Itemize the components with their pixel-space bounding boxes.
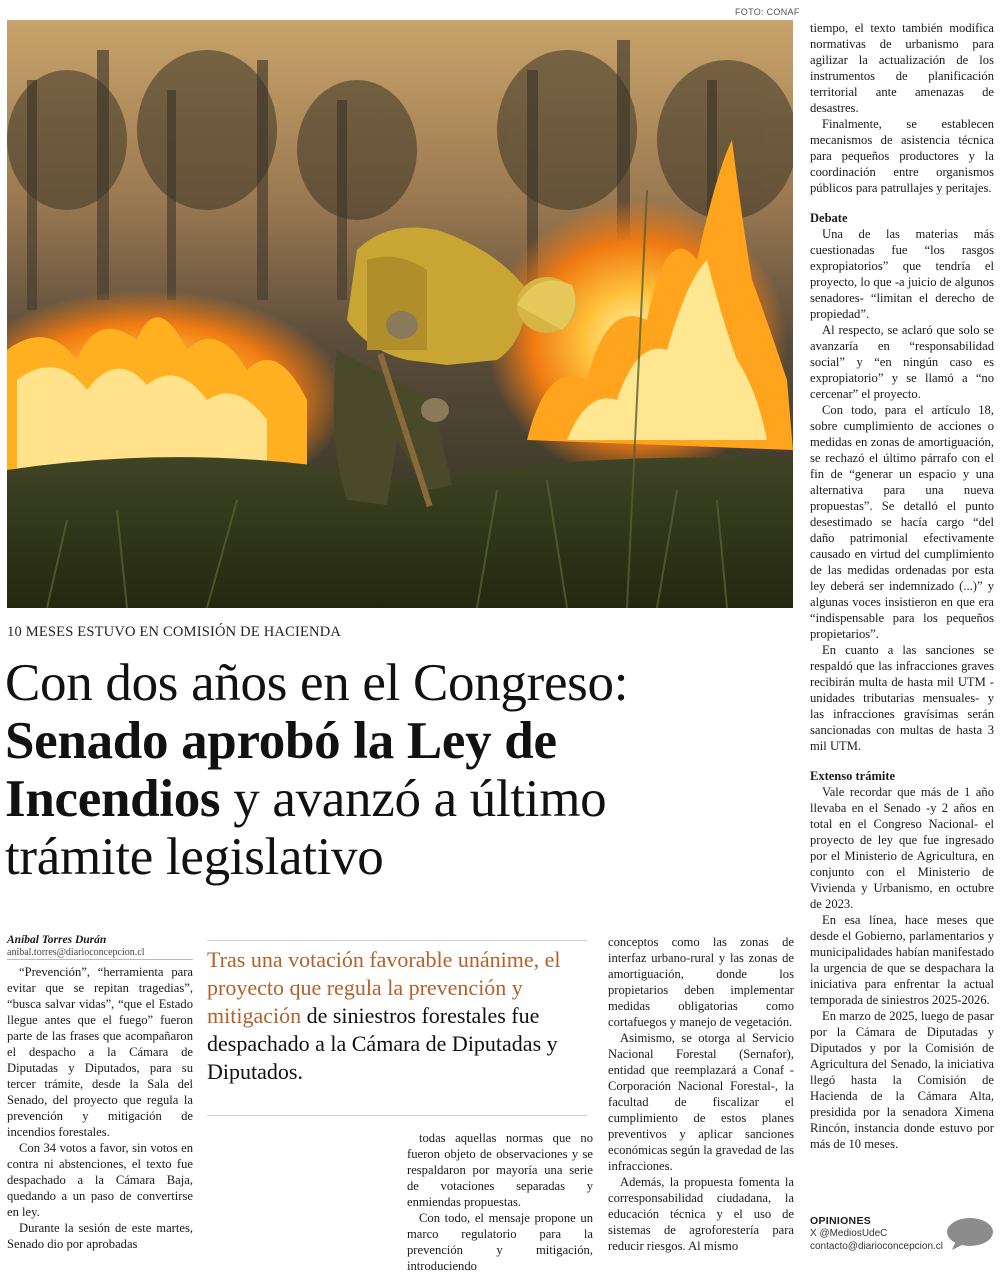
paragraph: Al respecto, se aclaró que solo se avanzaría en “responsabilidad social” y “en ningún caso es expropiatorio” y se llamó a “no cercenar” el proyecto. <box>810 323 994 401</box>
paragraph: Finalmente, se establecen mecanismos de asistencia técnica para pequeños productores y la coordinación entre organismos públicos para patrullajes y peritajes. <box>810 117 994 195</box>
paragraph: todas aquellas normas que no fueron objeto de observaciones y se respaldaron por mayoría una serie de votaciones separadas y enmiendas propuestas. <box>407 1131 593 1209</box>
paragraph: Con todo, para el artículo 18, sobre cumplimiento de acciones o medidas en zonas de amortiguación, se rechazó el último párrafo con el fin de “generar un espacio y una alternativa para una nueva propuestas”. Se detalló el punto desestimado se hacía cargo “del daño patrimonial efectivamente causado en virtud del cumplimiento de las medidas ordenadas por esta ley deberá ser indemnizado (...)” y algunas voces insistieron en que era “indispensable para los pequeños propietarios”. <box>810 403 994 641</box>
speech-bubble-icon <box>946 1217 994 1256</box>
photo-credit: FOTO: CONAF <box>735 7 800 17</box>
headline-line-3: Incendios y avanzó a último <box>5 770 607 828</box>
deck-bottom-rule <box>207 1115 587 1116</box>
headline-line-1: Con dos años en el Congreso: <box>5 654 629 712</box>
paragraph: Asimismo, se otorga al Servicio Nacional Forestal (Sernafor), entidad que reemplazará a Conaf -Corporación Nacional Forestal-, la facultad de fiscalizar el cumplimiento de estos planes preventivos y aplicar sanciones económicas según la gravedad de las infracciones. <box>608 1031 794 1173</box>
paragraph: Con 34 votos a favor, sin votos en contra ni abstenciones, el texto fue despachado a la Cámara Baja, quedando a un paso de convertirse en ley. <box>7 1141 193 1219</box>
subhead-tramite: Extenso trámite <box>810 769 896 783</box>
deck-highlight: Tras una votación favorable unánime, el proyecto que regula la prevención y mitigación <box>207 947 561 1028</box>
paragraph: En marzo de 2025, luego de pasar por la Cámara de Diputadas y Diputados y por la Comisión de Agricultura del Senado, la iniciativa llegó hasta la Comisión de Hacienda de la Cámara Alta, presidida por la senadora Ximena Rincón, instancia donde estuvo por más de 10 meses. <box>810 1009 994 1151</box>
kicker: 10 MESES ESTUVO EN COMISIÓN DE HACIENDA <box>7 624 342 640</box>
wildfire-photo <box>7 20 793 608</box>
deck-rest: de siniestros forestales fue despachado a la Cámara de Diputadas y Diputados. <box>207 1003 558 1084</box>
paragraph: tiempo, el texto también modifica normativas de urbanismo para agilizar la actualización de los instrumentos de planificación territorial ante amenazas de desastres. <box>810 21 994 115</box>
deck <box>207 946 587 1086</box>
deck-top-rule <box>207 940 587 941</box>
headline <box>5 654 795 886</box>
body-column-1 <box>7 964 193 1252</box>
headline-line-2: Senado aprobó la Ley de <box>5 712 557 770</box>
paragraph: conceptos como las zonas de interfaz urbano-rural y las zonas de amortiguación, donde los propietarios deben implementar medidas obligatorias como cortafuegos y manejo de vegetación. <box>608 935 794 1029</box>
paragraph: Durante la sesión de este martes, Senado dio por aprobadas <box>7 1221 193 1251</box>
paragraph: En cuanto a las sanciones se respaldó que las infracciones graves recibirán multa de hasta mil UTM -unidades tributarias mensuales- y las infracciones gravísimas serán sancionadas con multas de hasta 3 mil UTM. <box>810 643 994 753</box>
paragraph: Además, la propuesta fomenta la corresponsabilidad ciudadana, la educación técnica y el uso de sistemas de agroforestería para reducir riesgos. Al mismo <box>608 1175 794 1253</box>
body-column-3 <box>608 934 794 1254</box>
byline-divider <box>7 959 193 960</box>
body-column-2 <box>407 1130 593 1274</box>
paragraph: Vale recordar que más de 1 año llevaba en el Senado -y 2 años en total en el Congreso Nacional- el proyecto de ley que fue ingresado por el Ministerio de Agricultura, en conjunto con el Ministerio de Vivienda y Urbanismo, en octubre de 2023. <box>810 785 994 911</box>
paragraph: En esa línea, hace meses que desde el Gobierno, parlamentarios y municipalidades habían manifestado la urgencia de que se despachara la iniciativa para enfrentar la actual temporada de siniestros 2025-2026. <box>810 913 994 1007</box>
paragraph: “Prevención”, “herramienta para evitar que se repitan tragedias”, “busca salvar vidas”, “que el Estado llegue antes que el fuego” fueron parte de las frases que acompañaron el despacho a la Cámara de Diputadas y Diputados, para su tercer trámite, desde la Sala del Senado, del proyecto que regula la prevención y mitigación de incendios forestales. <box>7 965 193 1139</box>
paragraph: Una de las materias más cuestionadas fue “los rasgos expropiatorios” que tendría el proyecto, lo que -a juicio de algunos senadores- “limitan el derecho de propiedad”. <box>810 227 994 321</box>
byline-name: Aníbal Torres Durán <box>7 934 107 946</box>
subhead-debate: Debate <box>810 211 848 225</box>
opinion-twitter[interactable]: X @MediosUdeC <box>810 1228 888 1239</box>
opinion-title: OPINIONES <box>810 1215 872 1227</box>
opinion-email[interactable]: contacto@diarioconcepcion.cl <box>810 1241 944 1252</box>
byline-email: anibal.torres@diarioconcepcion.cl <box>7 947 145 958</box>
body-column-4 <box>810 20 994 1152</box>
headline-line-4: trámite legislativo <box>5 828 384 886</box>
paragraph: Con todo, el mensaje propone un marco regulatorio para la prevención y mitigación, introduciendo <box>407 1211 593 1273</box>
